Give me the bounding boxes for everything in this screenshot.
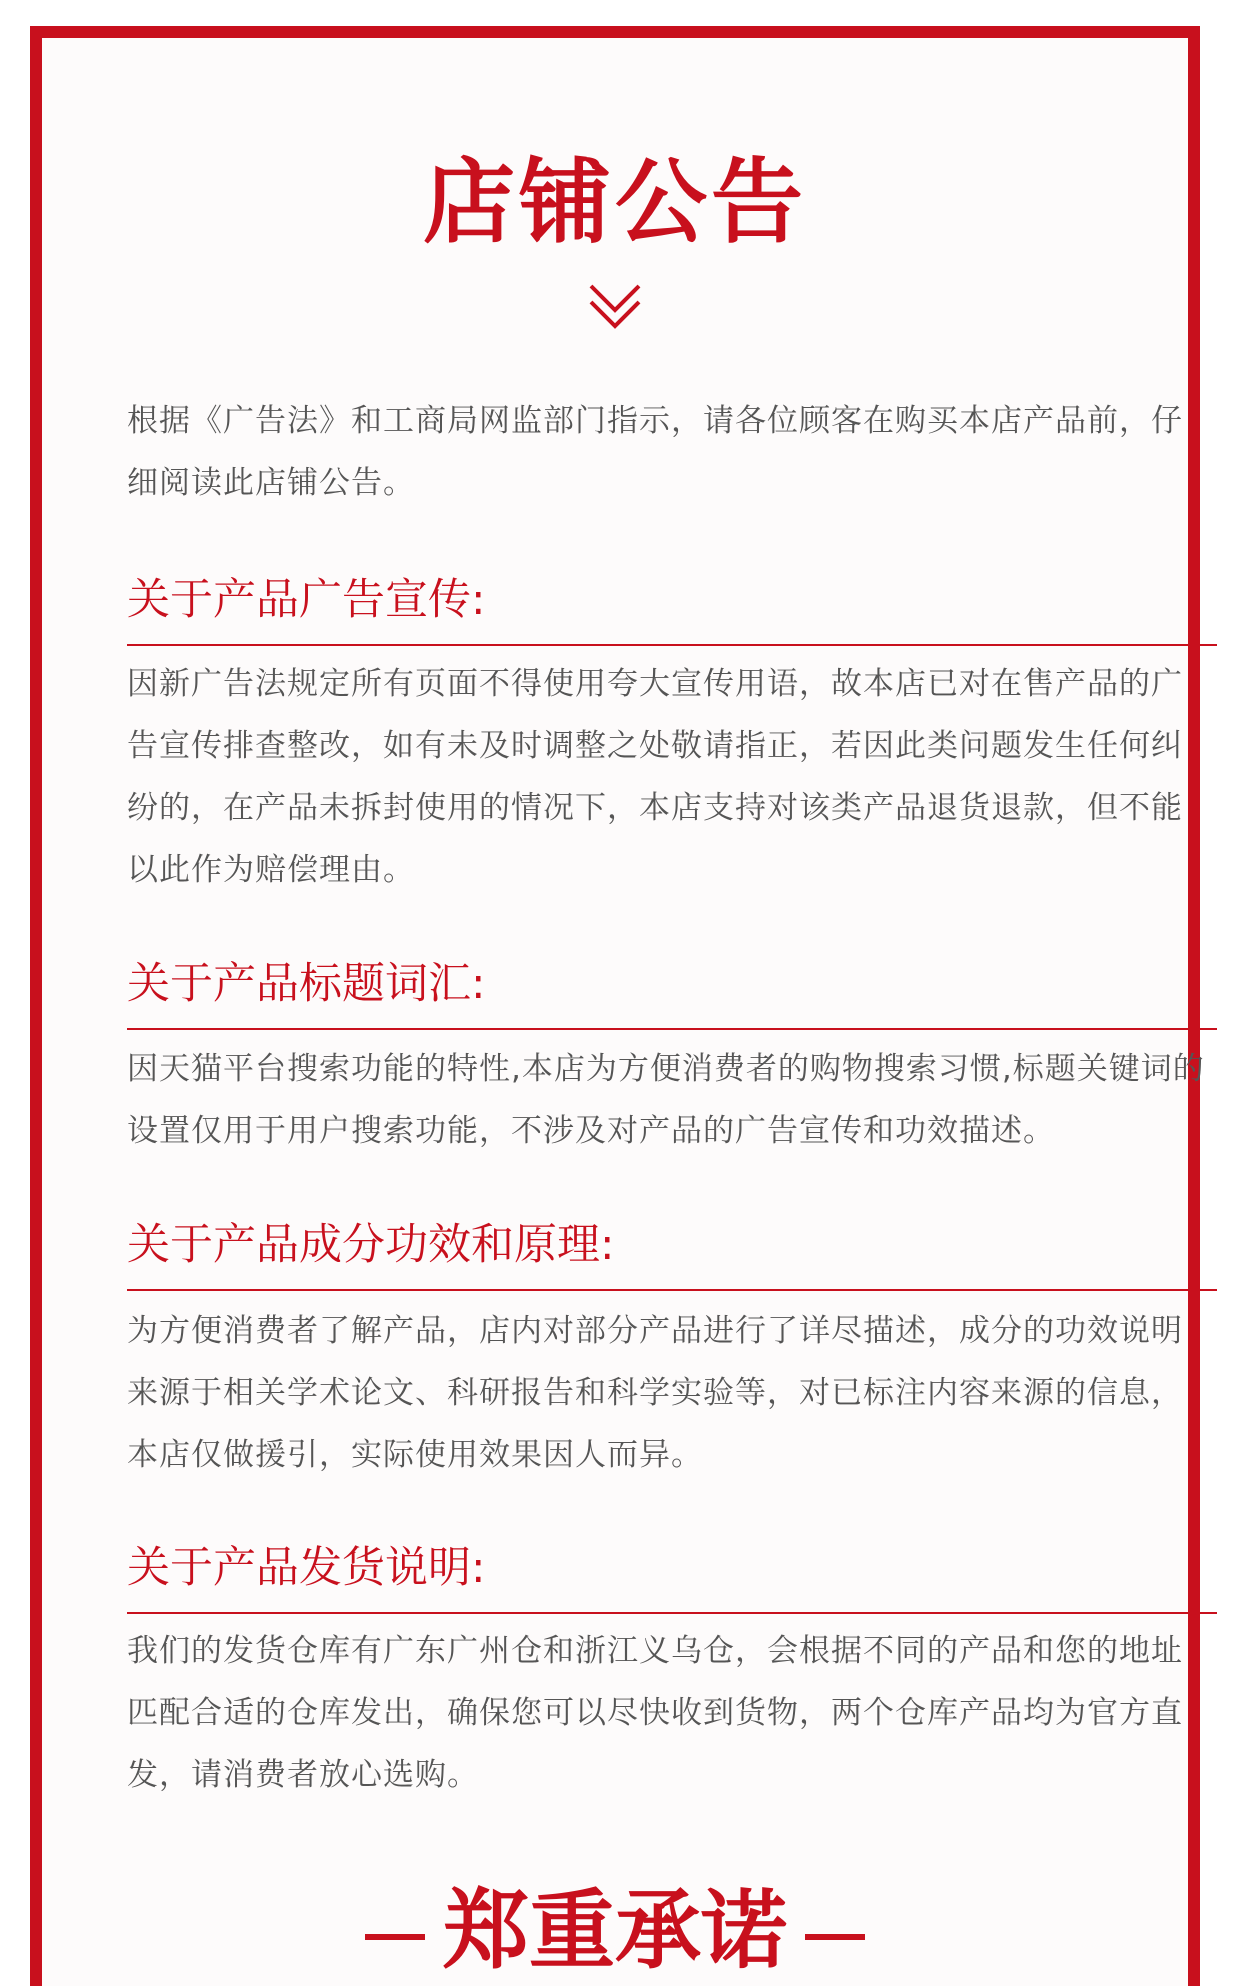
section-heading-advertising: 关于产品广告宣传: bbox=[127, 570, 1217, 646]
promise-title bbox=[42, 1876, 1188, 1986]
section-heading-shipping: 关于产品发货说明: bbox=[127, 1538, 1217, 1614]
section-body-shipping: 我们的发货仓库有广东广州仓和浙江义乌仓，会根据不同的产品和您的地址匹配合适的仓库发出，确保您可以尽快收到货物，两个仓库产品均为官方直发，请消费者放心选购。 bbox=[127, 1633, 1183, 1793]
double-chevron-down-icon bbox=[585, 282, 645, 332]
section-body-advertising: 因新广告法规定所有页面不得使用夸大宣传用语，故本店已对在售产品的广告宣传排查整改，如有未及时调整之处敬请指正，若因此类问题发生任何纠纷的，在产品未拆封使用的情况下，本店支持对该类产品退货退款，但不能以此作为赔偿理由。 bbox=[127, 666, 1183, 888]
notice-card bbox=[30, 26, 1205, 1986]
page-title: 店铺公告 bbox=[422, 149, 807, 256]
promise-right-dash bbox=[805, 1934, 865, 1940]
section-body-ingredients: 为方便消费者了解产品，店内对部分产品进行了详尽描述，成分的功效说明来源于相关学术论文、科研报告和科学实验等，对已标注内容来源的信息，本店仅做援引，实际使用效果因人而异。 bbox=[127, 1313, 1183, 1473]
promise-left-dash bbox=[365, 1934, 425, 1940]
section-heading-ingredients: 关于产品成分功效和原理: bbox=[127, 1215, 1217, 1291]
intro-text: 根据《广告法》和工商局网监部门指示，请各位顾客在购买本店产品前，仔细阅读此店铺公告。 bbox=[127, 403, 1183, 501]
promise-title-text: 郑重承诺 bbox=[443, 1881, 787, 1981]
section-body-title-words: 因天猫平台搜索功能的特性,本店为方便消费者的购物搜索习惯,标题关键词的设置仅用于用户搜索功能，不涉及对产品的广告宣传和功效描述。 bbox=[127, 1051, 1205, 1149]
section-heading-title-words: 关于产品标题词汇: bbox=[127, 954, 1217, 1030]
